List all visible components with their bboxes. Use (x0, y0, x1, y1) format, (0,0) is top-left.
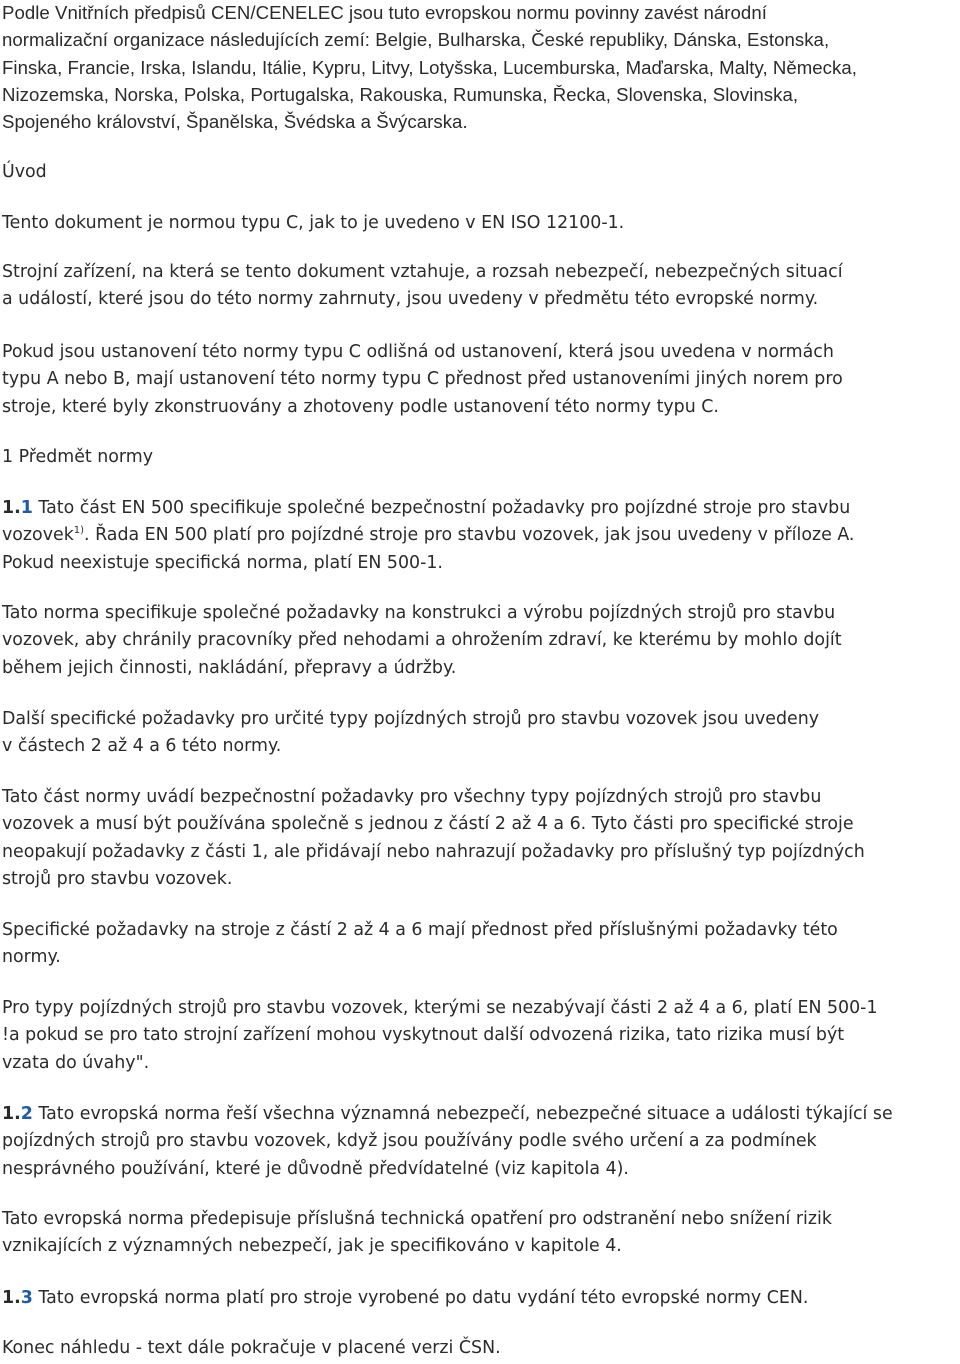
intro-paragraph (2, 0, 960, 135)
paragraph: Další specifické požadavky pro určité typy pojízdných strojů pro stavbu vozovek jsou uvedeny v částech 2 až 4 a 6 této normy. (2, 709, 820, 757)
paragraph: Pro typy pojízdných strojů pro stavbu vozovek, kterými se nezabývají části 2 až 4 a 6, platí EN 500-1 !a pokud se pro tato strojní zařízení mohou vyskytnout další odvozená rizika, tato rizika musí být vzata do úvahy". (2, 998, 878, 1073)
paragraph: Tato část normy uvádí bezpečnostní požadavky pro všechny typy pojízdných strojů pro stavbu vozovek a musí být používána společně s jednou z částí 2 až 4 a 6. Tyto části pro specifické stroje neopakují požadavky z části 1, ale přidávají nebo nahrazují požadavky pro příslušný typ pojízdných strojů pro stavbu vozovek. (2, 787, 865, 889)
paragraph: Tato evropská norma předepisuje příslušná technická opatření pro odstranění nebo snížení rizik vznikajících z významných nebezpečí, jak je specifikováno v kapitole 4. (2, 1209, 832, 1257)
uvod-paragraph-1: Tento dokument je normou typu C, jak to je uvedeno v EN ISO 12100-1. (2, 213, 625, 233)
section-number: 1.1 (2, 498, 33, 518)
intro-line: Nizozemska, Norska, Polska, Portugalska, Rakouska, Rumunska, Řecka, Slovenska, Slovinska, (2, 83, 799, 105)
uvod-heading: Úvod (2, 162, 47, 182)
section-1-1-paragraph: 1.1 Tato část EN 500 specifikuje společné bezpečnostní požadavky pro pojízdné stroje pro stavbu vozovek$^{1)}$. Řada EN 500 platí pro pojízdné stroje pro stavbu vozovek, jak jsou uvedeny v příloze A. Pokud neexistuje specifická norma, platí EN 500-1. (2, 498, 855, 573)
section-number: 1.3 (2, 1288, 33, 1308)
paragraph: Specifické požadavky na stroje z částí 2 až 4 a 6 mají přednost před příslušnými požadavky této normy. (2, 920, 838, 968)
paragraph: Tato norma specifikuje společné požadavky na konstrukci a výrobu pojízdných strojů pro stavbu vozovek, aby chránily pracovníky před nehodami a ohrožením zdraví, ke kterému by mohlo dojít během jejich činnosti, nakládání, přepravy a údržby. (2, 603, 842, 678)
uvod-paragraph-3: Pokud jsou ustanovení této normy typu C odlišná od ustanovení, která jsou uvedena v normách typu A nebo B, mají ustanovení této normy typu C přednost před ustanoveními jiných norem pro stroje, které byly zkonstruovány a zhotoveny podle ustanovení této normy typu C. (2, 342, 843, 417)
section-1-heading: 1 Předmět normy (2, 447, 154, 467)
intro-line: Finska, Francie, Irska, Islandu, Itálie, Kypru, Litvy, Lotyšska, Lucemburska, Maďarska, Malty, Německa, (2, 56, 857, 78)
intro-line: Spojeného království, Španělska, Švédska a Švýcarska. (2, 111, 468, 133)
footnote-reference: 1) (73, 525, 85, 537)
uvod-paragraph-2: Strojní zařízení, na která se tento dokument vztahuje, a rozsah nebezpečí, nebezpečných situací a událostí, které jsou do této normy zahrnuty, jsou uvedeny v předmětu této evropské normy. (2, 262, 843, 310)
intro-line: Podle Vnitřních předpisů CEN/CENELEC jsou tuto evropskou normu povinny zavést národní (2, 2, 767, 23)
section-1-3-paragraph: 1.3 Tato evropská norma platí pro stroje vyrobené po datu vydání této evropské normy CEN. (2, 1288, 809, 1308)
section-number: 1.2 (2, 1104, 33, 1124)
section-1-2-paragraph: 1.2 Tato evropská norma řeší všechna významná nebezpečí, nebezpečné situace a události týkající se pojízdných strojů pro stavbu vozovek, když jsou používány podle svého určení a za podmínek nesprávného používání, které je důvodně předvídatelné (viz kapitola 4). (2, 1104, 893, 1179)
intro-line: normalizační organizace následujících zemí: Belgie, Bulharska, České republiky, Dánska, Estonska, (2, 29, 830, 51)
preview-end-note: Konec náhledu - text dále pokračuje v placené verzi ČSN. (2, 1338, 501, 1358)
